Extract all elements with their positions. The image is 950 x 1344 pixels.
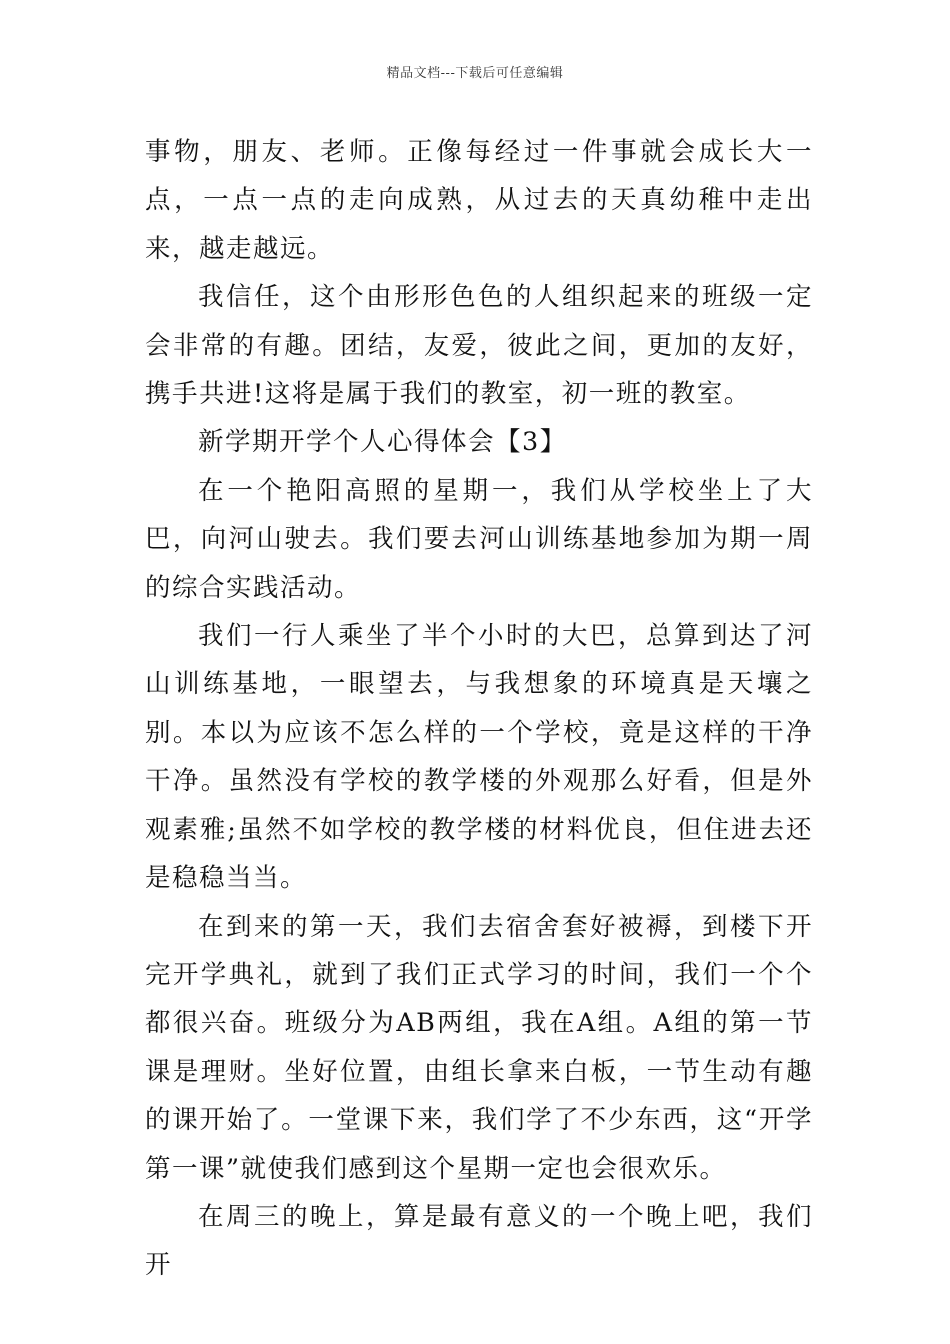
paragraph-3: 在一个艳阳高照的星期一，我们从学校坐上了大巴，向河山驶去。我们要去河山训练基地参加为期一周的综合实践活动。 — [145, 475, 813, 603]
paragraph-5: 在到来的第一天，我们去宿舍套好被褥，到楼下开完开学典礼，就到了我们正式学习的时间，我们一个个都很兴奋。班级分为AB两组，我在A组。A组的第一节课是理财。坐好位置，由组长拿来白板，一节生动有趣的课开始了。一堂课下来，我们学了不少东西，这“开学第一课”就使我们感到这个星期一定也会很欢乐。 — [145, 911, 813, 1184]
document-body — [145, 128, 813, 1290]
paragraph-6: 在周三的晚上，算是最有意义的一个晚上吧，我们开 — [145, 1201, 813, 1281]
page-header: 精品文档---下载后可任意编辑 — [386, 66, 564, 81]
paragraph-1: 事物，朋友、老师。正像每经过一件事就会成长大一点，一点一点的走向成熟，从过去的天真幼稚中走出来，越走越远。 — [145, 137, 813, 264]
paragraph-4: 我们一行人乘坐了半个小时的大巴，总算到达了河山训练基地，一眼望去，与我想象的环境真是天壤之别。本以为应该不怎么样的一个学校，竟是这样的干净干净。虽然没有学校的教学楼的外观那么好看，但是外观素雅;虽然不如学校的教学楼的材料优良，但住进去还是稳稳当当。 — [145, 621, 813, 894]
paragraph-2: 我信任，这个由形形色色的人组织起来的班级一定会非常的有趣。团结，友爱，彼此之间，更加的友好，携手共进!这将是属于我们的教室，初一班的教室。 — [145, 282, 813, 410]
section-heading: 新学期开学个人心得体会【3】 — [198, 427, 567, 458]
